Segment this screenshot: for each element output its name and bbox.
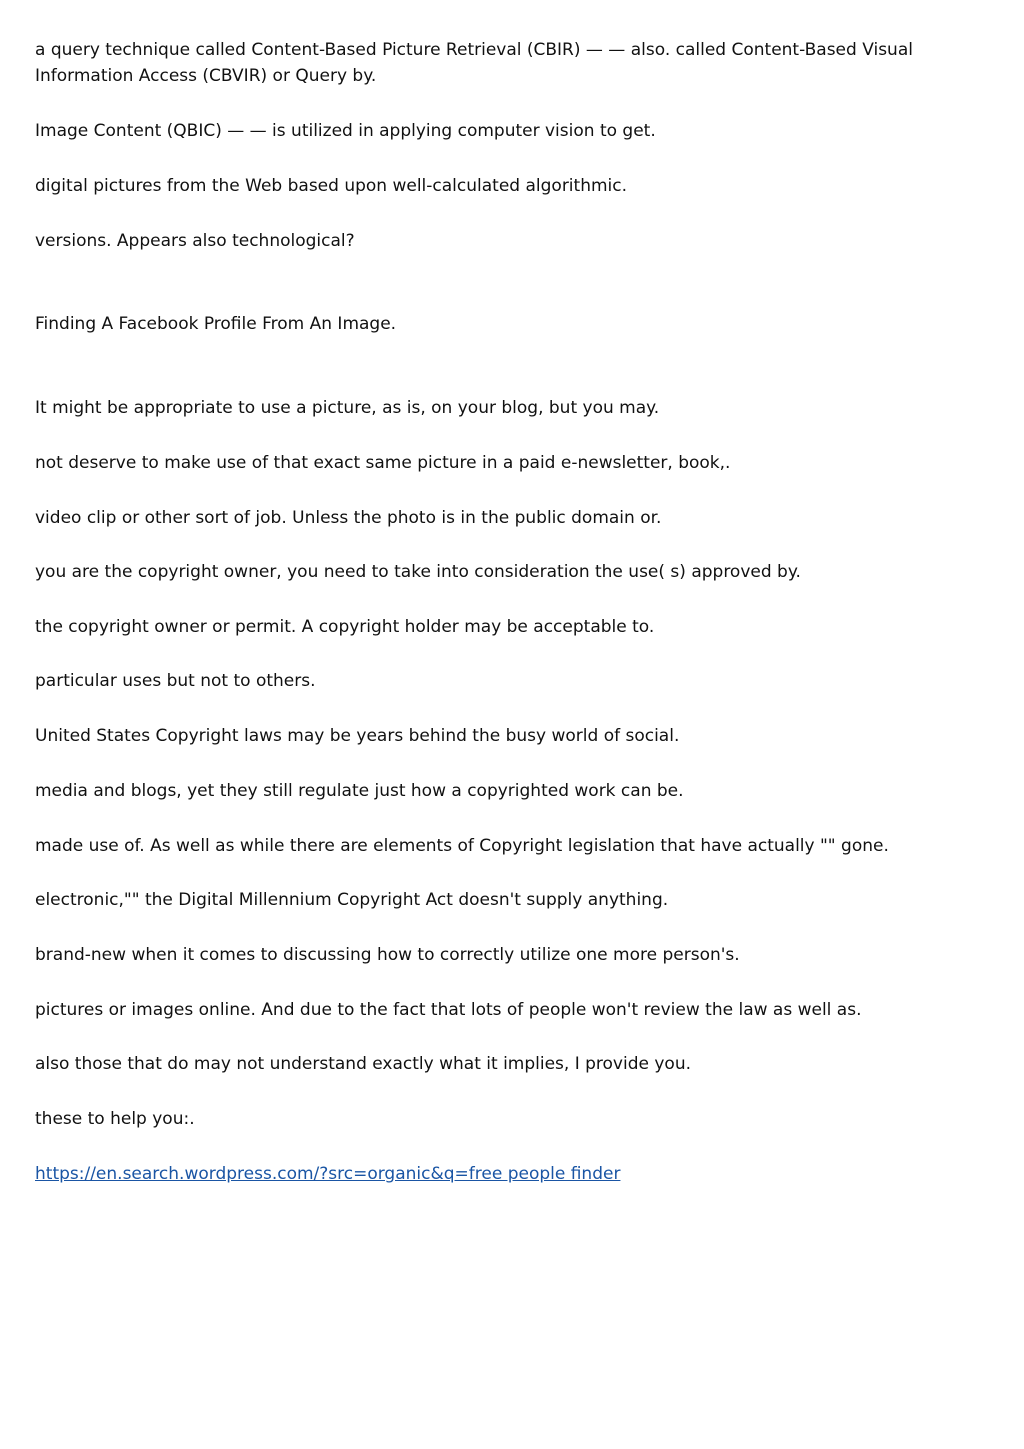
paragraph-permit: the copyright owner or permit. A copyright holder may be acceptable to. xyxy=(35,617,655,637)
paragraph-blog-picture: It might be appropriate to use a picture, as is, on your blog, but you may. xyxy=(35,398,660,418)
paragraph-heading-facebook: Finding A Facebook Profile From An Image. xyxy=(35,314,397,334)
paragraph-made-use: made use of. As well as while there are elements of Copyright legislation that have actually "" gone. xyxy=(35,836,889,856)
paragraph-understand: also those that do may not understand exactly what it implies, I provide you. xyxy=(35,1054,692,1074)
paragraph-newsletter: not deserve to make use of that exact same picture in a paid e-newsletter, book,. xyxy=(35,453,731,473)
paragraph-brand-new: brand-new when it comes to discussing how to correctly utilize one more person's. xyxy=(35,945,740,965)
paragraph-media-blogs: media and blogs, yet they still regulate just how a copyrighted work can be. xyxy=(35,781,684,801)
paragraph-pictures-online: pictures or images online. And due to the fact that lots of people won't review the law as well as. xyxy=(35,1000,862,1020)
paragraph-copyright-owner: you are the copyright owner, you need to take into consideration the use( s) approved by. xyxy=(35,562,801,582)
paragraph-help-you: these to help you:. xyxy=(35,1109,195,1129)
people-finder-link[interactable]: https://en.search.wordpress.com/?src=organic&q=free people finder xyxy=(35,1164,621,1184)
paragraph-qbic: Image Content (QBIC) — — is utilized in applying computer vision to get. xyxy=(35,121,656,141)
paragraph-cbir: a query technique called Content-Based Picture Retrieval (CBIR) — — also. called Content-Based Visual Information Access (CBVIR) or Query by. xyxy=(35,40,913,86)
paragraph-versions: versions. Appears also technological? xyxy=(35,231,355,251)
paragraph-us-copyright: United States Copyright laws may be years behind the busy world of social. xyxy=(35,726,680,746)
paragraph-dmca: electronic,"" the Digital Millennium Copyright Act doesn't supply anything. xyxy=(35,890,669,910)
paragraph-video-clip: video clip or other sort of job. Unless the photo is in the public domain or. xyxy=(35,508,662,528)
paragraph-particular-uses: particular uses but not to others. xyxy=(35,671,316,691)
paragraph-digital-pictures: digital pictures from the Web based upon well-calculated algorithmic. xyxy=(35,176,628,196)
